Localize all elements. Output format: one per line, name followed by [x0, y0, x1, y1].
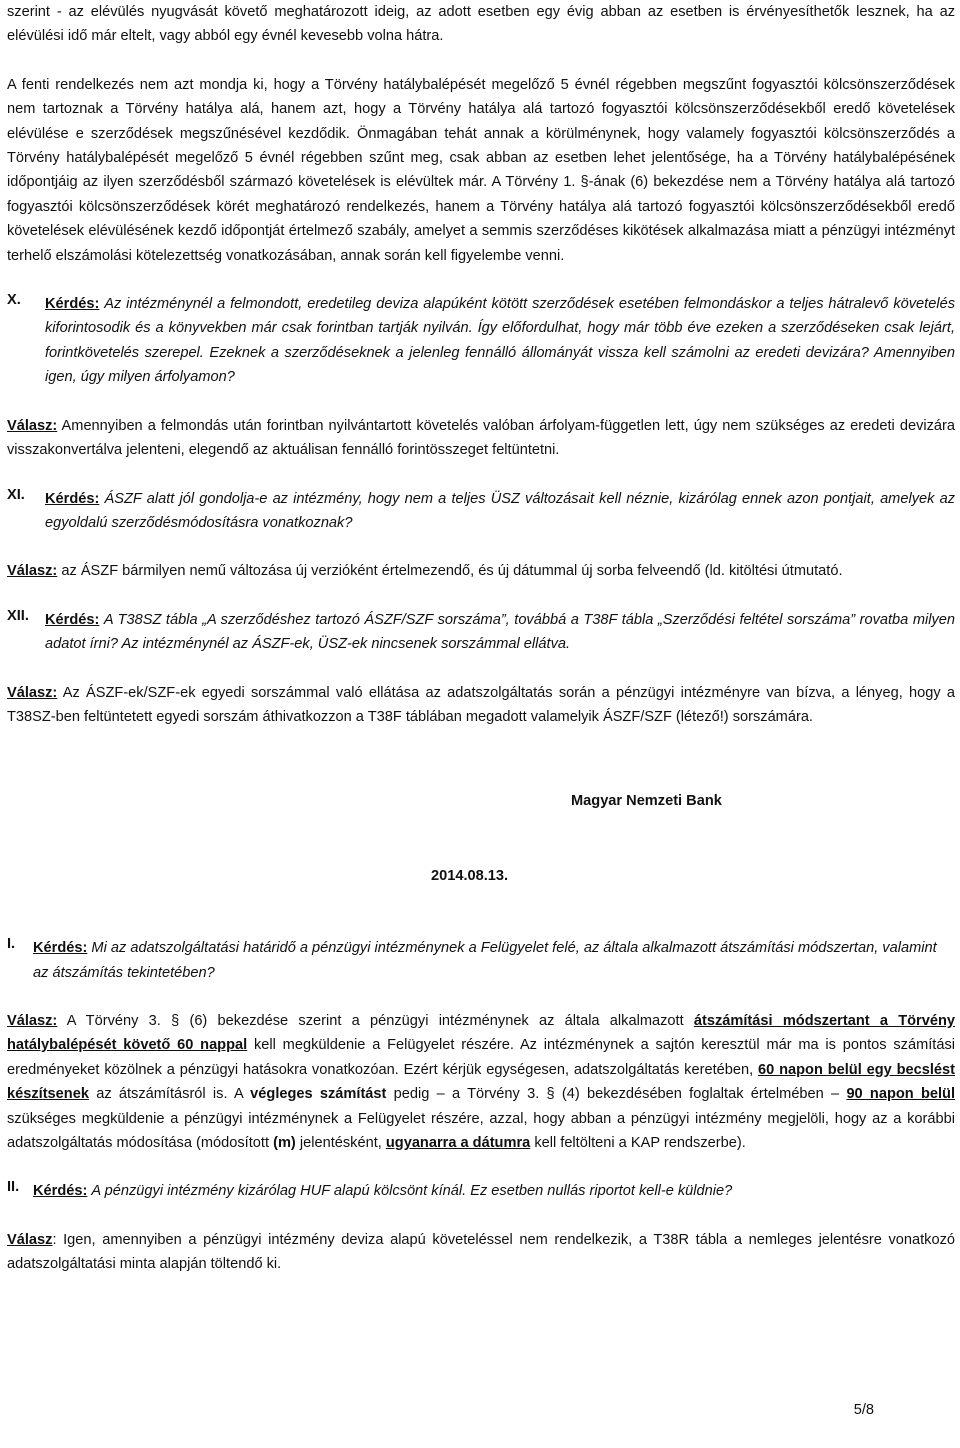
question-text: Kérdés: A T38SZ tábla „A szerződéshez tartozó ÁSZF/SZF sorszáma”, továbbá a T38F tábla „Szerződési feltétel sorszáma” rovatba milyen adatot írni? Az intézménynél az ÁSZF-ek, ÜSZ-ek nincsenek sorszámmal ellátva. — [45, 611, 955, 653]
question-number: I. — [7, 936, 16, 953]
question-text: Kérdés: A pénzügyi intézmény kizárólag HUF alapú kölcsönt kínál. Ez esetben nullás riportot kell-e küldnie? — [33, 1183, 733, 1200]
answer-i: Válasz: A Törvény 3. § (6) bekezdése szerint a pénzügyi intézménynek az általa alkalmazott átszámítási módszertant a Törvény hatálybalépését követő 60 nappal kell megküldenie a Felügyelet részére. Az intézménynek a sajtón keresztül már ma is pontos számítási eredményeket közölnek a pénzügyi hatásokra vonatkozóan. Ezért kérjük egységesen, adatszolgáltatás keretében, 60 napon belül egy becslést készítsenek az átszámításról is. A végleges számítást pedig – a Törvény 3. § (4) bekezdésében foglaltak értelmében – 90 napon belül szükséges megküldenie a pénzügyi intézménynek a Felügyelet részére, azzal, hogy abban a pénzügyi intézmény megjelöli, hogy az a korábbi adatszolgáltatás módosítása (módosított (m) jelentésként, ugyanarra a dátumra kell feltölteni a KAP rendszerbe). — [7, 1012, 956, 1151]
issuer-name: Magyar Nemzeti Bank — [571, 793, 722, 810]
question-x — [7, 292, 955, 390]
question-text: Kérdés: Az intézménynél a felmondott, eredetileg deviza alapúként kötött szerződések esetében felmondáskor a teljes hátralevő követelés kiforintosodik és a könyvekben már csak forintban tartják nyilván. Így előfordulhat, hogy már több éve ezeken a szerződéseken csak lejárt, forintkövetelés szerepel. Ezeknek a szerződéseknek a jelenleg fennálló állományát vissza kell számolni az eredeti devizára? Amennyiben igen, úgy milyen árfolyamon? — [45, 296, 955, 386]
page-number: 5/8 — [853, 1402, 874, 1418]
answer-x: Válasz: Amennyiben a felmondás után forintban nyilvántartott követelés valóban árfolyam-független lett, úgy nem szükséges az eredeti devizára visszakonvertálva jelenteni, elegendő az aktuálisan fennálló forintösszeget feltüntetni. — [7, 417, 956, 459]
answer-xii: Válasz: Az ÁSZF-ek/SZF-ek egyedi sorszámmal való ellátása az adatszolgáltatás során a pénzügyi intézményre van bízva, a lényeg, hogy a T38SZ-ben feltüntetett egyedi sorszám áthivatkozzon a T38F táblában megadott valamelyik ÁSZF/SZF (létező!) sorszámára. — [7, 684, 956, 725]
question-number: XI. — [7, 486, 25, 503]
answer-ii: Válasz: Igen, amennyiben a pénzügyi intézmény deviza alapú követeléssel nem rendelkezik, a T38R tábla a nemleges jelentésre vonatkozó adatszolgáltatási minta alapján töltendő ki. — [7, 1231, 955, 1273]
document-date: 2014.08.13. — [431, 867, 509, 884]
question-number: X. — [7, 292, 21, 309]
question-text: Kérdés: ÁSZF alatt jól gondolja-e az intézmény, hogy nem a teljes ÜSZ változásait kell néznie, kizárólag ennek azon pontjait, amelyek az egyoldalú szerződésmódosításra vonatkoznak? — [45, 490, 955, 531]
answer-xi: Válasz: az ÁSZF bármilyen nemű változása új verzióként értelmezendő, és új dátummal új sorba felveendő (ld. kitöltési útmutató. — [7, 563, 843, 580]
question-xii — [7, 608, 955, 657]
question-i — [7, 936, 955, 985]
question-xi — [7, 487, 955, 536]
document-page — [7, 0, 955, 1277]
question-number: II. — [7, 1179, 20, 1196]
paragraph-2: A fenti rendelkezés nem azt mondja ki, hogy a Törvény hatálybalépését megelőző 5 évnél régebben megszűnt fogyasztói kölcsönszerződések nem tartoznak a Törvény hatálya alá, hanem azt, hogy a Törvény hatálya alá tartozó fogyasztói kölcsönszerződésekből eredő követelések elévülése e szerződések megszűnésével kezdődik. Önmagában tehát annak a körülménynek, hogy valamely fogyasztói kölcsönszerződés a Törvény hatálybalépését megelőző 5 évnél régebben szűnt meg, csak abban az esetben lehet jelentősége, ha a Törvény hatálybalépésének időpontjáig az ilyen szerződésből származó követelések is elévültek már. A Törvény 1. §-ának (6) bekezdése nem a Törvény hatálya alá tartozó fogyasztói kölcsönszerződések körét meghatározó rendelkezés, hanem a Törvény hatálya alá tartozó fogyasztói kölcsönszerződésekből eredő követelések elévülésének kezdő időpontját értelmező szabály, amelyet a semmis szerződéses kikötések alkalmazása miatt a pénzügyi intézményt terhelő elszámolási kötelezettség vonatkozásában, annak során kell figyelembe venni. — [7, 76, 955, 264]
question-text: Kérdés: Mi az adatszolgáltatási határidő a pénzügyi intézménynek a Felügyelet felé, az általa alkalmazott átszámítási módszertan, valamint az átszámítás tekintetében? — [33, 940, 937, 981]
paragraph-1: szerint - az elévülés nyugvását követő meghatározott ideig, az adott esetben egy évig abban az esetben is érvényesíthetők lesznek, ha az elévülési idő már eltelt, vagy abból egy évnél kevesebb volna hátra. — [7, 4, 955, 45]
question-number: XII. — [7, 607, 29, 624]
question-ii — [7, 1179, 955, 1203]
